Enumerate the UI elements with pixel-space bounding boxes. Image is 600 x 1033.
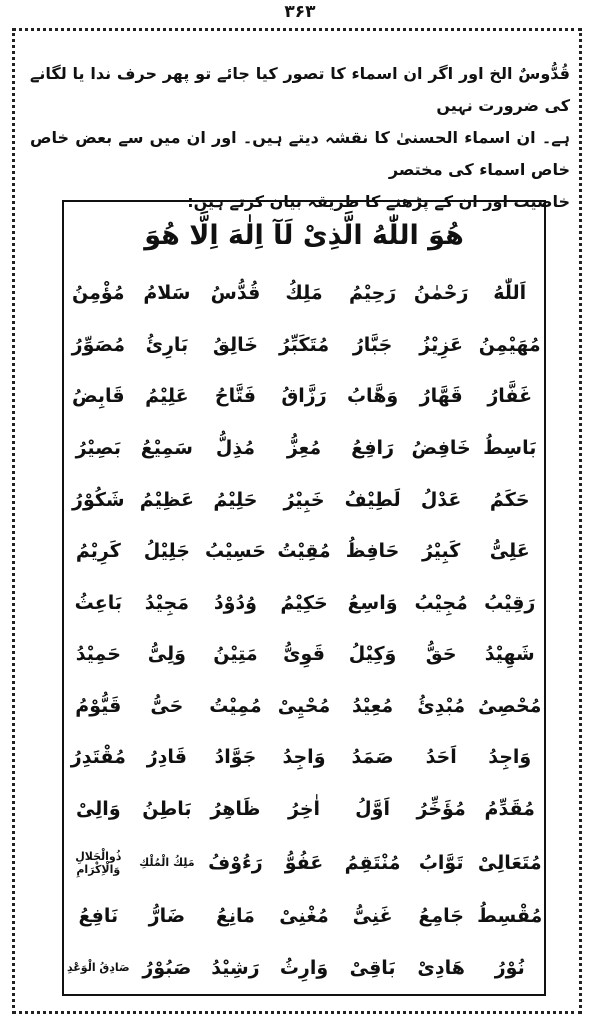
name-cell: وَلِیُّ xyxy=(147,643,186,666)
name-cell: ذُوالْجَلالِ وَالْاِكْرَامِ xyxy=(75,849,122,876)
name-cell: رَزَّاقُ xyxy=(281,385,327,408)
name-cell: جَبَّارُ xyxy=(352,333,393,356)
name-cell: اَللّٰهُ xyxy=(493,282,527,305)
name-cell: شَهِیْدُ xyxy=(484,643,535,666)
name-cell: صَبُوْرُ xyxy=(142,956,192,979)
name-cell: مُغْنِیْ xyxy=(279,905,329,928)
name-cell: نُوْرُ xyxy=(494,956,525,979)
name-cell: غَفَّارُ xyxy=(487,385,533,408)
name-cell: رَحِیْمُ xyxy=(348,282,397,305)
name-cell: كَبِیْرُ xyxy=(421,540,461,563)
page-number: ۳۶۳ xyxy=(284,2,316,22)
name-cell: مُعِزُّ xyxy=(286,436,322,459)
name-cell: رَافِعُ xyxy=(351,436,395,459)
name-cell: جَلِیْلُ xyxy=(143,540,190,563)
name-cell: خَافِضُ xyxy=(411,436,471,459)
intro-line: قُدُّوسٌ الخ اور اگر ان اسماء کا تصور کیا جائے تو پھر حرف ندا یا لگانے کی ضرورت نہیں xyxy=(30,64,570,115)
table-title: هُوَ اللّٰهُ الَّذِىْ لَآ اِلٰهَ اِلَّا هُوَ xyxy=(144,219,464,251)
name-cell: حَسِیْبُ xyxy=(204,540,266,563)
name-cell: ضَارُّ xyxy=(148,905,186,928)
name-cell: مُقَدِّمُ xyxy=(484,797,535,820)
name-cell: قَابِضُ xyxy=(71,385,125,408)
name-cell: مُذِلُّ xyxy=(215,436,256,459)
name-cell: مَجِیْدُ xyxy=(144,591,189,614)
name-cell: مَلِكُ الْمُلْكِ xyxy=(139,856,195,870)
name-cell: رَقِیْبُ xyxy=(484,591,536,614)
name-cell: قَوِیُّ xyxy=(283,643,325,666)
name-cell: مُقِیْتُ xyxy=(277,540,331,563)
name-cell: وَهَّابُ xyxy=(346,385,399,408)
name-cell: وَارِثُ xyxy=(279,956,329,979)
intro-paragraph xyxy=(30,58,570,218)
name-cell: مَلِكُ xyxy=(285,282,323,305)
name-cell: بَاقِیْ xyxy=(349,956,396,979)
name-cell: اَوَّلُ xyxy=(355,797,390,820)
name-cell: اَحَدُ xyxy=(425,746,457,769)
name-cell: بَاسِطُ xyxy=(483,436,537,459)
name-cell: غَنِیُّ xyxy=(352,905,393,928)
name-cell: مُجِیْبُ xyxy=(414,591,468,614)
name-cell: حَافِظُ xyxy=(345,540,400,563)
name-cell: سَلامُ xyxy=(143,282,191,305)
name-cell: عَزِیْزُ xyxy=(419,333,464,356)
name-cell: خَبِیْرُ xyxy=(283,488,325,511)
name-cell: عَفُوُّ xyxy=(284,851,324,874)
name-cell: رَءُوْفُ xyxy=(208,851,263,874)
name-cell: كَرِیْمُ xyxy=(75,540,121,563)
name-cell: عَدْلُ xyxy=(420,488,462,511)
name-cell: حَقُّ xyxy=(425,643,457,666)
intro-line: ہے۔ ان اسماء الحسنیٰ کا نقشہ دیتے ہیں۔ اور ان میں سے بعض خاص خاص اسماء کی مختصر xyxy=(30,128,570,179)
name-cell: بَارِئُ xyxy=(145,333,189,356)
name-cell: ظَاهِرُ xyxy=(210,797,261,820)
name-cell: بَاطِنُ xyxy=(142,797,192,820)
name-cell: مُتَعَالِیْ xyxy=(477,851,542,874)
name-cell: فَتَّاحُ xyxy=(214,385,256,408)
name-cell: وَكِیْلُ xyxy=(348,643,397,666)
name-cell: مُهَیْمِنُ xyxy=(478,333,541,356)
name-cell: جَوَّادُ xyxy=(214,746,257,769)
name-cell: مُعِیْدُ xyxy=(351,694,394,717)
name-cell: وَالِیْ xyxy=(75,797,121,820)
name-cell: قَهَّارُ xyxy=(419,385,463,408)
name-cell: عَلِیُّ xyxy=(489,540,530,563)
name-cell: رَشِیْدُ xyxy=(211,956,260,979)
name-cell: وَاجِدُ xyxy=(282,746,326,769)
name-cell: حَمِیْدُ xyxy=(75,643,121,666)
name-cell: مُؤْمِنُ xyxy=(72,282,125,305)
name-cell: مُقْتَدِرُ xyxy=(70,746,126,769)
name-cell: مُحْصِیُ xyxy=(478,694,542,717)
name-cell: حَكَمُ xyxy=(489,488,530,511)
name-cell: بَصِیْرُ xyxy=(75,436,122,459)
name-cell: اٰخِرُ xyxy=(288,797,321,820)
name-cell: لَطِیْفُ xyxy=(344,488,401,511)
name-cell: قَادِرُ xyxy=(146,746,187,769)
intro-line: خاصیت اور ان کے پڑھنے کا طریقہ بیان کرتے ہیں: xyxy=(187,192,570,211)
name-cell: عَلِیْمُ xyxy=(145,385,189,408)
name-cell: وَاسِعُ xyxy=(347,591,398,614)
name-cell: رَحْمٰنُ xyxy=(413,282,469,305)
name-cell: خَالِقُ xyxy=(212,333,258,356)
divine-names-table xyxy=(62,200,546,996)
name-cell: مُتَكَبِّرُ xyxy=(278,333,330,356)
name-cell: نَافِعُ xyxy=(78,905,119,928)
name-cell: مُمِیْتُ xyxy=(209,694,262,717)
name-cell: قَیُّوْمُ xyxy=(75,694,122,717)
name-cell: تَوَّابُ xyxy=(418,851,464,874)
name-cell: مُبْدِئُ xyxy=(417,694,466,717)
name-cell: مُصَوِّرُ xyxy=(71,333,125,356)
name-cell: مُنْتَقِمُ xyxy=(344,851,401,874)
name-cell: سَمِیْعُ xyxy=(140,436,193,459)
name-cell: هَادِیْ xyxy=(417,956,465,979)
name-cell: مَانِعُ xyxy=(215,905,255,928)
name-cell: مُحْیِیْ xyxy=(277,694,331,717)
name-cell: مُؤَخِّرُ xyxy=(416,797,466,820)
name-cell: جَامِعُ xyxy=(418,905,464,928)
name-cell: وَاجِدُ xyxy=(488,746,532,769)
name-cell: مَتِیْنُ xyxy=(213,643,258,666)
names-grid xyxy=(64,268,544,994)
name-cell: صَمَدُ xyxy=(351,746,394,769)
name-cell: عَظِیْمُ xyxy=(139,488,194,511)
name-cell: بَاعِثُ xyxy=(74,591,122,614)
name-cell: مُقْسِطُ xyxy=(477,905,543,928)
name-cell: صَادِقُ الْوَعْدِ xyxy=(66,961,130,975)
name-cell: وُدُوْدُ xyxy=(213,591,257,614)
name-cell: حَكِیْمُ xyxy=(280,591,328,614)
name-cell: شَكُوْرُ xyxy=(72,488,125,511)
name-cell: حَلِیْمُ xyxy=(213,488,258,511)
name-cell: حَیُّ xyxy=(150,694,184,717)
name-cell: قُدُّسُ xyxy=(210,282,261,305)
